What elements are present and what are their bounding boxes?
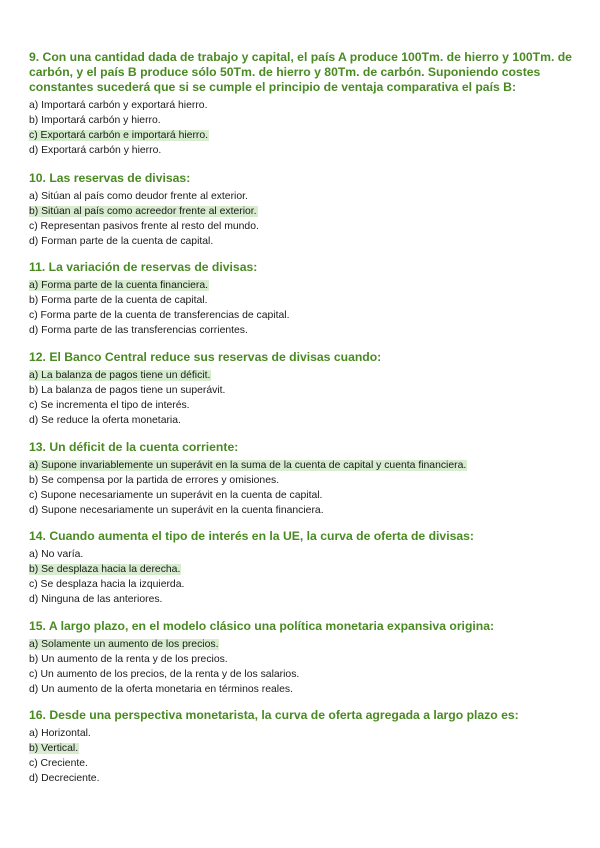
option-d: d) Forman parte de la cuenta de capital. [29,236,214,247]
option-list [29,547,574,607]
option-list [29,368,574,428]
option-d: d) Exportará carbón y hierro. [29,145,162,156]
question-16 [29,708,574,786]
option-b: b) La balanza de pagos tiene un superávit. [29,385,226,396]
question-title: 9. Con una cantidad dada de trabajo y capital, el país A produce 100Tm. de hierro y 100Tm. de carbón, y el país B produce sólo 50Tm. de hierro y 80Tm. de carbón. Suponiendo costes constantes sucederá que si se cumple el principio de ventaja comparativa el país B: [29,50,572,94]
option-a: a) Horizontal. [29,728,91,739]
question-title: 12. El Banco Central reduce sus reservas de divisas cuando: [29,350,382,364]
option-list [29,726,574,786]
option-d: d) Se reduce la oferta monetaria. [29,415,181,426]
question-11 [29,260,574,338]
question-title: 13. Un déficit de la cuenta corriente: [29,440,239,454]
option-d: d) Forma parte de las transferencias corrientes. [29,325,248,336]
question-title: 16. Desde una perspectiva monetarista, la curva de oferta agregada a largo plazo es: [29,708,519,722]
option-b: b) Se compensa por la partida de errores y omisiones. [29,475,280,486]
option-a-correct: a) La balanza de pagos tiene un déficit. [29,370,211,381]
question-title: 15. A largo plazo, en el modelo clásico una política monetaria expansiva origina: [29,619,495,633]
option-a-correct: a) Supone invariablemente un superávit en la suma de la cuenta de capital y cuenta financiera. [29,460,467,471]
option-b: b) Importará carbón y hierro. [29,115,161,126]
option-a-correct: a) Solamente un aumento de los precios. [29,639,219,650]
option-d: d) Supone necesariamente un superávit en la cuenta financiera. [29,505,324,516]
question-12 [29,350,574,428]
option-c-correct: c) Exportará carbón e importará hierro. [29,130,209,141]
option-list [29,637,574,697]
option-a-correct: a) Forma parte de la cuenta financiera. [29,280,209,291]
option-c: c) Representan pasivos frente al resto del mundo. [29,221,259,232]
option-a: a) No varía. [29,549,84,560]
option-c: c) Se desplaza hacia la izquierda. [29,579,185,590]
question-10 [29,171,574,249]
option-c: c) Se incrementa el tipo de interés. [29,400,190,411]
option-d: d) Decreciente. [29,773,100,784]
option-a: a) Importará carbón y exportará hierro. [29,100,208,111]
question-title: 10. Las reservas de divisas: [29,171,191,185]
option-c: c) Un aumento de los precios, de la renta y de los salarios. [29,669,300,680]
question-title: 11. La variación de reservas de divisas: [29,260,258,274]
option-b-correct: b) Vertical. [29,743,79,754]
option-b-correct: b) Se desplaza hacia la derecha. [29,564,181,575]
option-d: d) Un aumento de la oferta monetaria en términos reales. [29,684,293,695]
option-b: b) Un aumento de la renta y de los precios. [29,654,228,665]
option-a: a) Sitúan al país como deudor frente al exterior. [29,191,248,202]
question-14 [29,529,574,607]
question-13 [29,440,574,518]
question-15 [29,619,574,697]
option-list [29,278,574,338]
option-c: c) Forma parte de la cuenta de transferencias de capital. [29,310,290,321]
option-b-correct: b) Sitúan al país como acreedor frente al exterior. [29,206,257,217]
option-c: c) Creciente. [29,758,88,769]
option-d: d) Ninguna de las anteriores. [29,594,163,605]
question-9 [29,50,574,158]
option-b: b) Forma parte de la cuenta de capital. [29,295,208,306]
question-title: 14. Cuando aumenta el tipo de interés en la UE, la curva de oferta de divisas: [29,529,474,543]
option-list [29,98,574,158]
option-c: c) Supone necesariamente un superávit en la cuenta de capital. [29,490,323,501]
option-list [29,458,574,518]
option-list [29,189,574,249]
